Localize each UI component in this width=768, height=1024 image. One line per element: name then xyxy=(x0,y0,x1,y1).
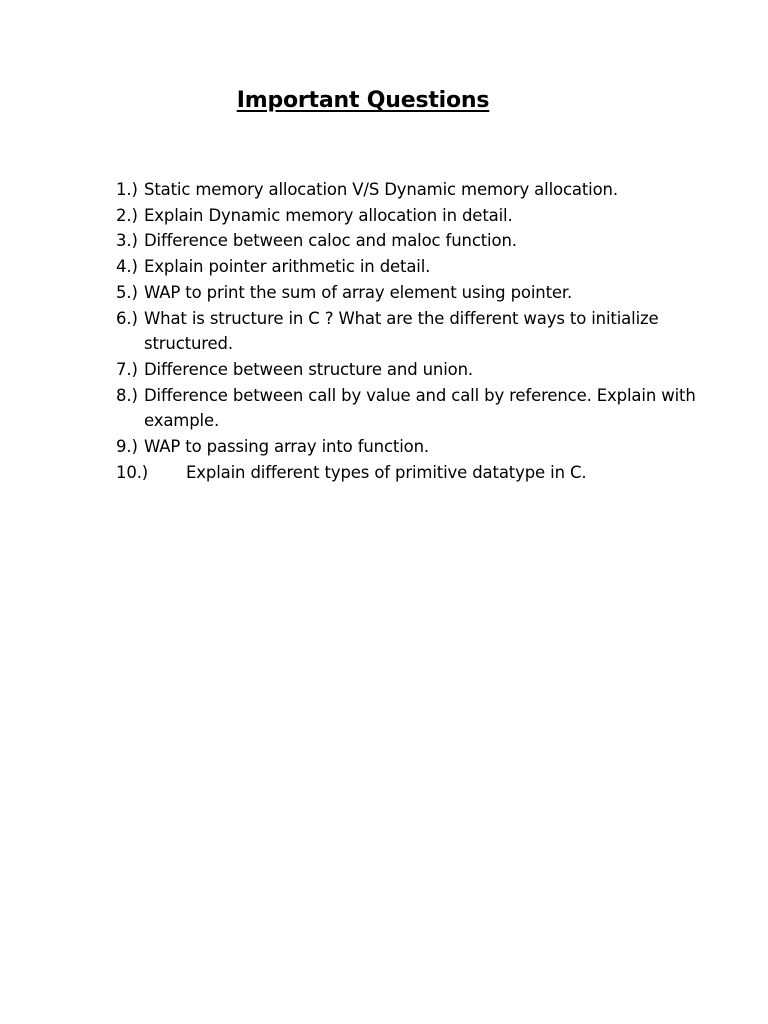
list-item xyxy=(116,460,716,486)
question-number: 10.) xyxy=(116,462,149,482)
question-number: 6.) xyxy=(116,308,138,328)
question-number: 8.) xyxy=(116,385,138,405)
question-number: 9.) xyxy=(116,437,138,457)
question-list xyxy=(116,177,716,485)
question-number: 5.) xyxy=(116,282,138,302)
question-text: Explain pointer arithmetic in detail. xyxy=(144,257,431,277)
question-number: 1.) xyxy=(116,180,138,199)
question-number: 3.) xyxy=(116,231,138,251)
question-text: Explain different types of primitive datatype in C. xyxy=(186,462,587,482)
question-number: 2.) xyxy=(116,205,138,225)
question-text: Difference between call by value and call by reference. Explain with example. xyxy=(144,385,696,431)
page-title: Important Questions xyxy=(236,88,490,113)
list-item xyxy=(116,254,716,280)
question-text: Static memory allocation V/S Dynamic memory allocation. xyxy=(144,180,618,199)
question-text: WAP to passing array into function. xyxy=(144,437,429,457)
question-number: 4.) xyxy=(116,257,138,277)
list-item xyxy=(116,280,716,306)
list-item xyxy=(116,434,716,460)
question-text: Difference between structure and union. xyxy=(144,359,474,379)
list-item xyxy=(116,383,716,434)
list-item xyxy=(116,203,716,229)
question-number: 7.) xyxy=(116,359,138,379)
list-item xyxy=(116,177,716,203)
question-text: What is structure in C ? What are the different ways to initialize structured. xyxy=(144,308,659,354)
question-text: Difference between caloc and maloc function. xyxy=(144,231,517,251)
list-item xyxy=(116,357,716,383)
question-text: WAP to print the sum of array element using pointer. xyxy=(144,282,573,302)
question-text: Explain Dynamic memory allocation in detail. xyxy=(144,205,513,225)
list-item xyxy=(116,228,716,254)
list-item xyxy=(116,306,716,357)
